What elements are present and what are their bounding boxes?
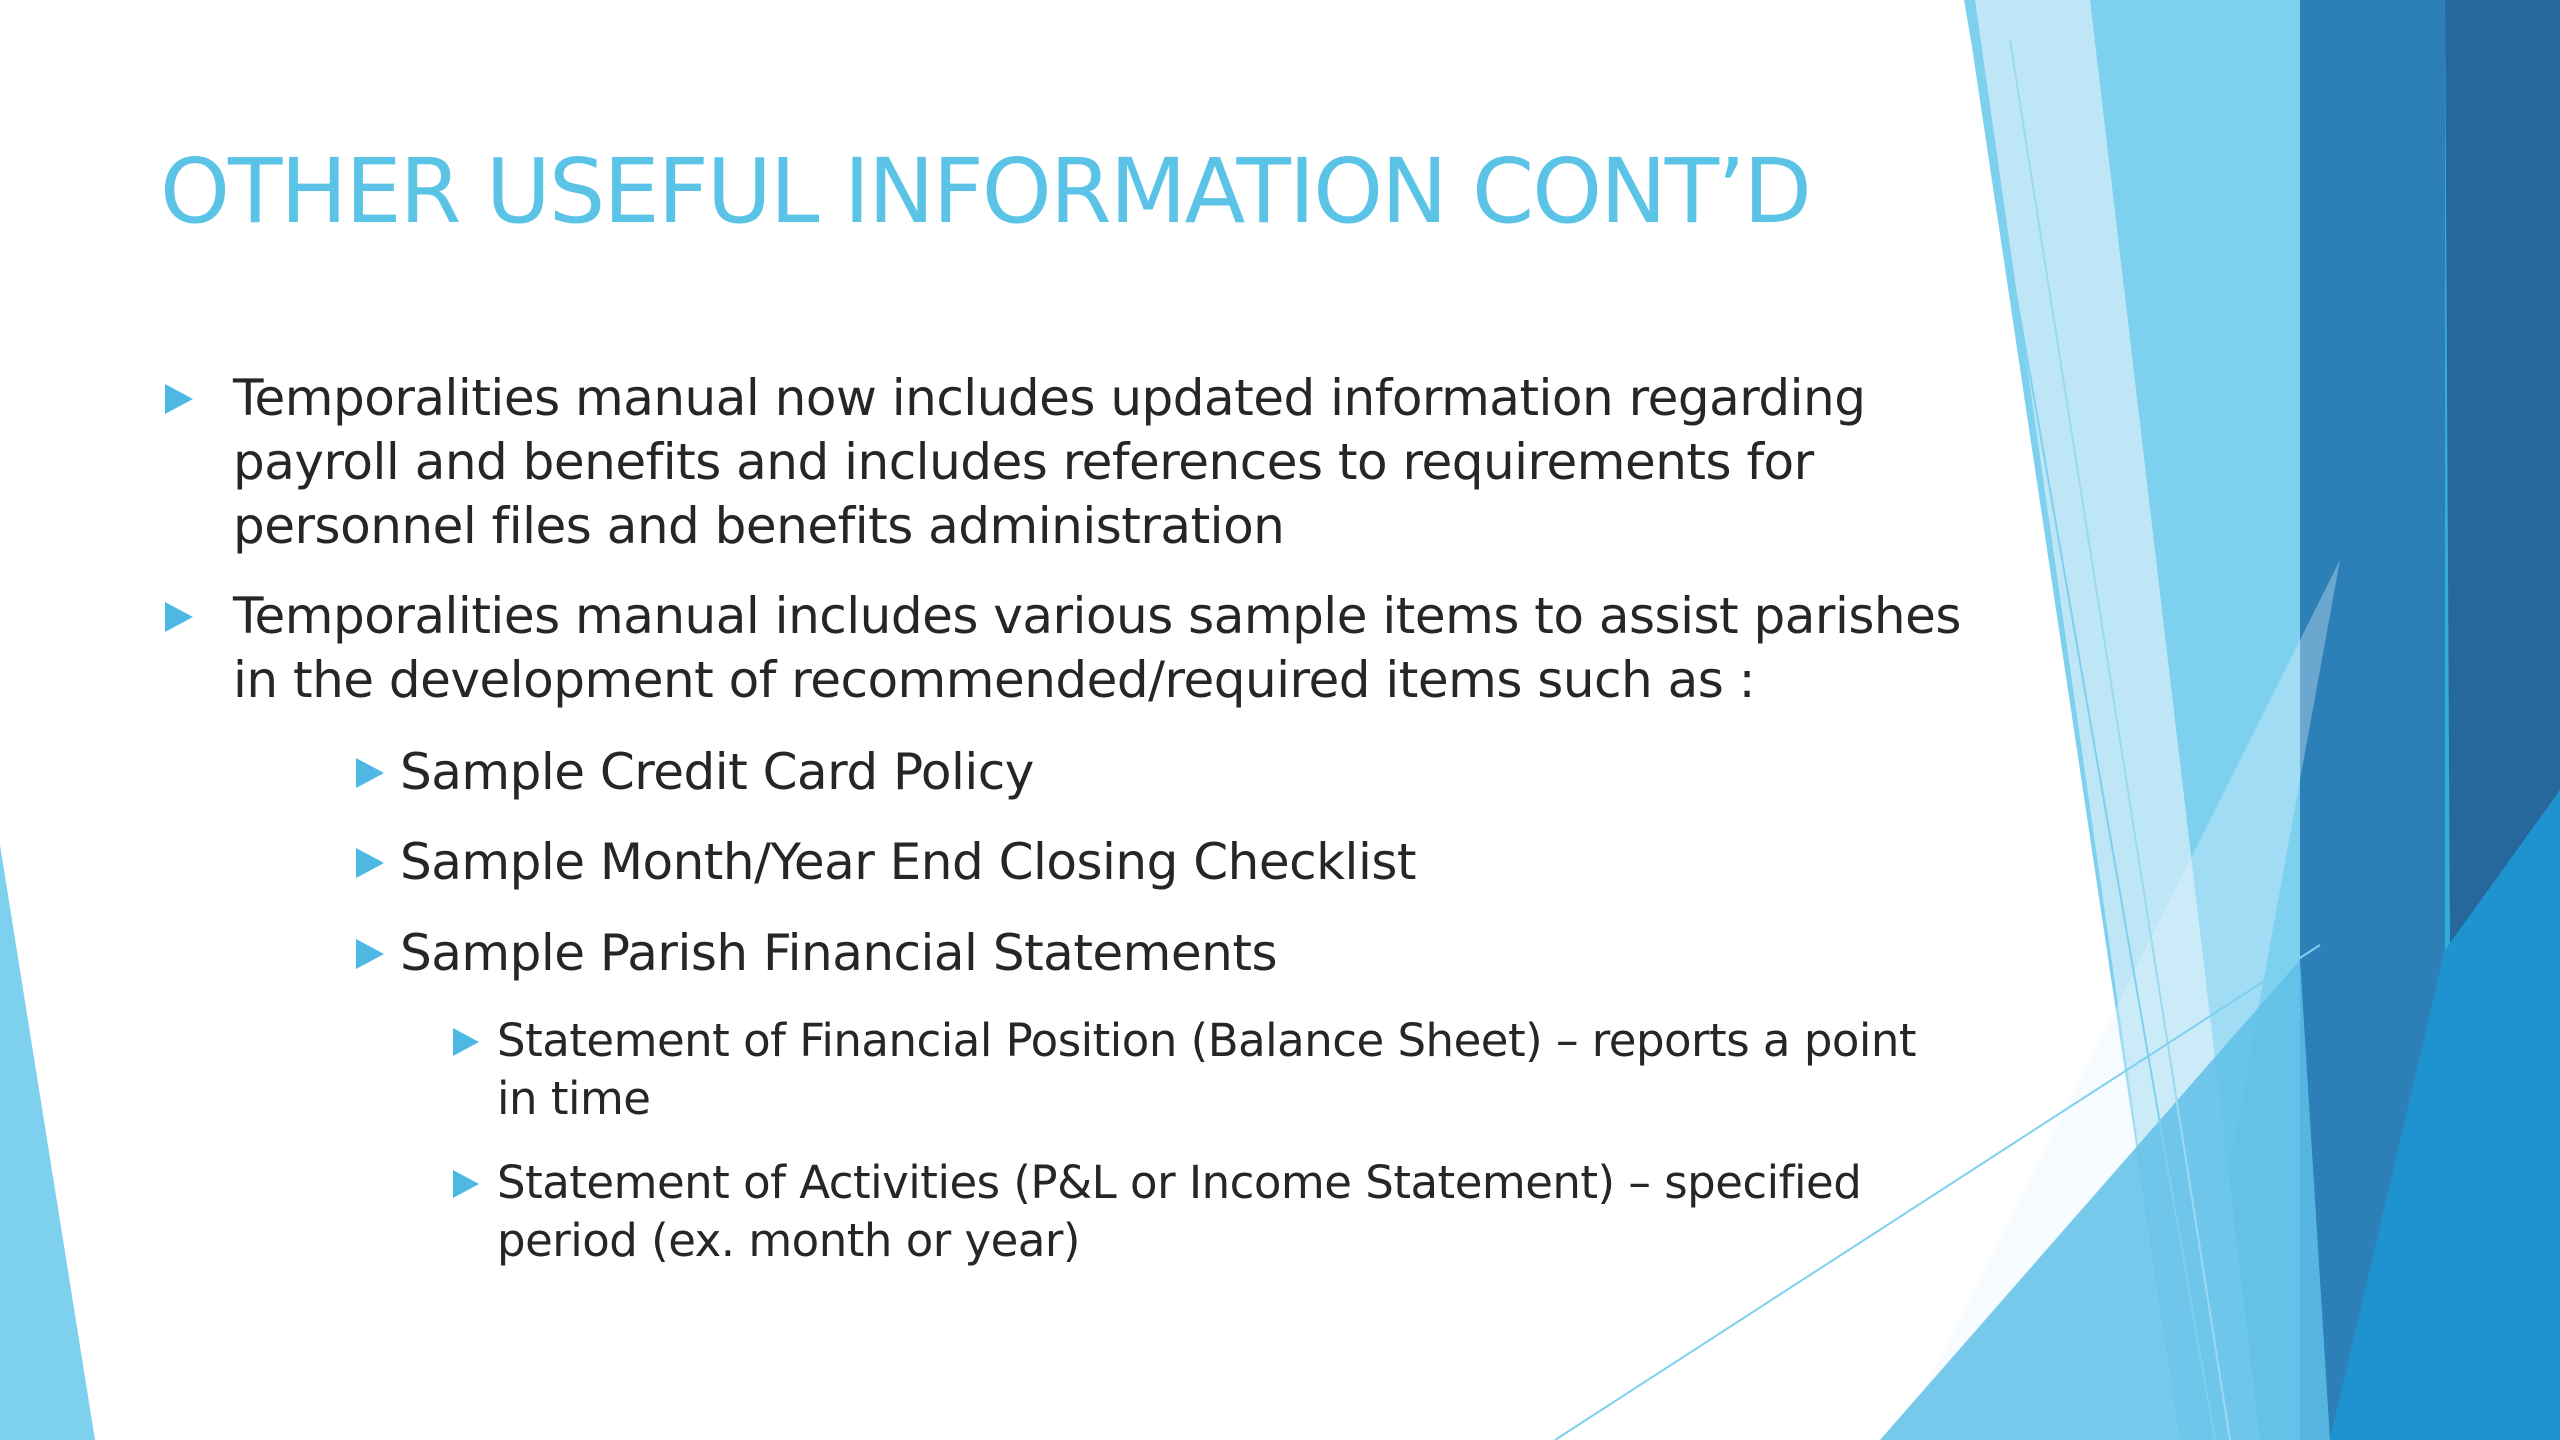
bullet-arrow-icon [356,939,384,969]
bullet-text: Statement of Activities (P&L or Income Statement) – specified period (ex. month or year) [497,1156,1862,1267]
sub-sub-bullet-financial-position [497,1012,1917,1128]
bullet-text: Sample Month/Year End Closing Checklist [400,833,1416,891]
sub-bullet-closing-checklist [400,830,1900,894]
bullet-arrow-icon [356,758,384,788]
facet-dark-blue [2445,0,2560,950]
bullet-arrow-icon [165,602,193,632]
bullet-text: Temporalities manual includes various sample items to assist parishes in the development of recommended/required items such as : [233,587,1961,709]
bullet-arrow-icon [453,1028,479,1056]
bullet-payroll [233,366,1993,558]
sub-bullet-credit-card-policy [400,740,1900,804]
sub-bullet-financial-statements [400,921,1900,985]
bullet-text: Sample Credit Card Policy [400,743,1034,801]
facet-left-edge [0,845,95,1440]
slide-title: OTHER USEFUL INFORMATION CONT’D [160,139,1810,243]
bullet-text: Temporalities manual now includes updated information regarding payroll and benefits and includes references to requirements for personnel files and benefits administration [233,369,1866,555]
bullet-arrow-icon [165,384,193,414]
bullet-text: Statement of Financial Position (Balance Sheet) – reports a point in time [497,1014,1917,1125]
bullet-text: Sample Parish Financial Statements [400,924,1277,982]
bullet-arrow-icon [453,1170,479,1198]
bullet-sample-items [233,584,1993,712]
sub-sub-bullet-activities [497,1154,1917,1270]
bullet-arrow-icon [356,848,384,878]
